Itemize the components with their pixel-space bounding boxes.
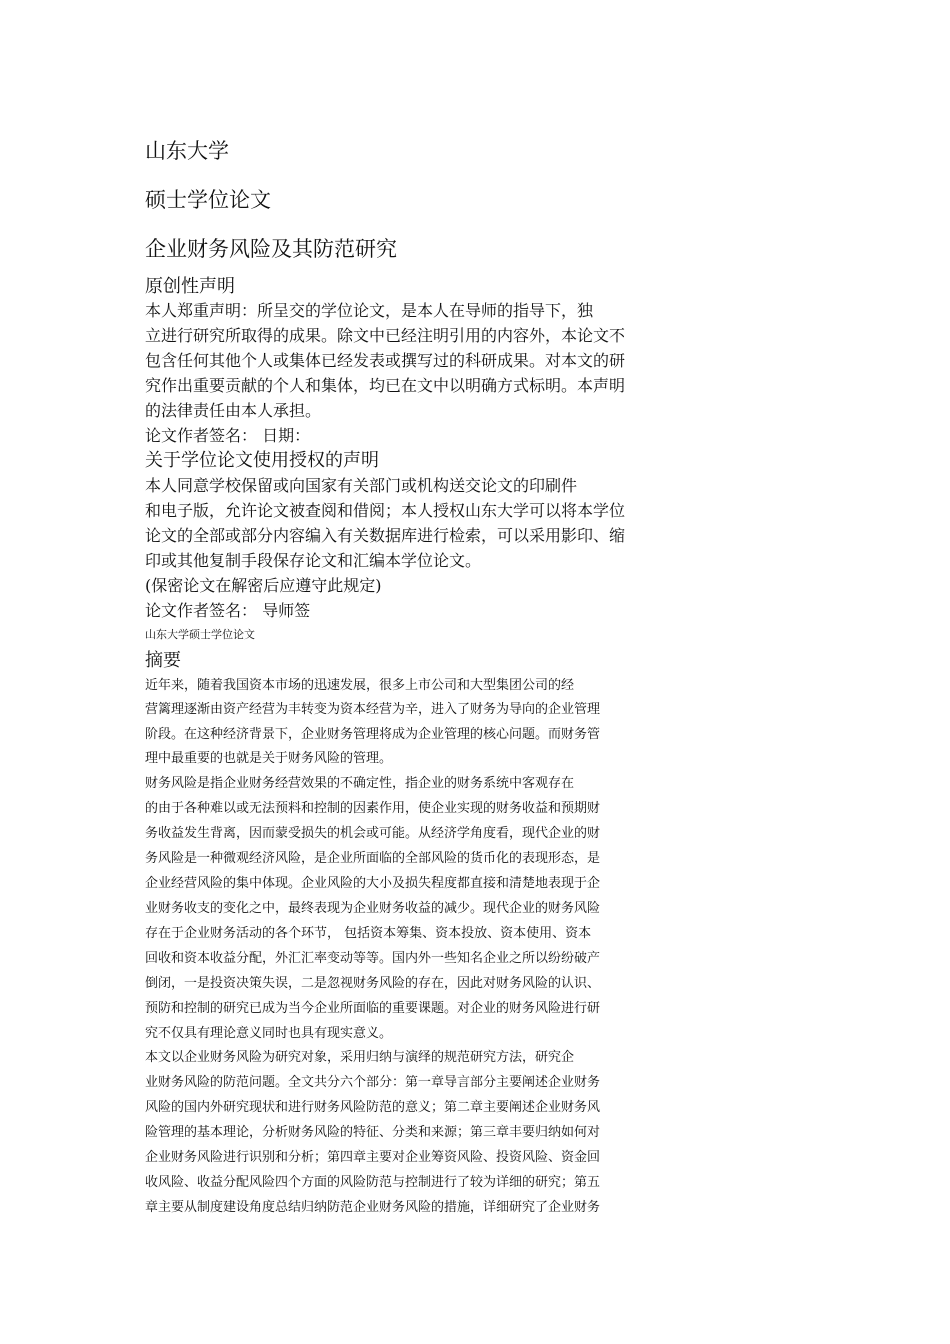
abstract-line: 预防和控制的研究已成为当今企业所面临的重要课题。对企业的财务风险进行研 (145, 1001, 601, 1016)
authorization-signature: 论文作者签名： 导师签 (145, 601, 311, 620)
abstract-line: 务收益发生背离，因而蒙受损失的机会或可能。从经济学角度看，现代企业的财 (145, 826, 601, 841)
abstract-line: 倒闭，一是投资决策失误，二是忽视财务风险的存在，因此对财务风险的认识、 (145, 976, 601, 991)
abstract-line: 近年来，随着我国资本市场的迅速发展，很多上市公司和大型集团公司的经 (145, 678, 575, 693)
abstract-line: 阶段。在这种经济背景下，企业财务管理将成为企业管理的核心问题。而财务管 (145, 727, 601, 742)
authorization-line: 本人同意学校保留或向国家有关部门或机构送交论文的印刷件 (145, 476, 578, 495)
authorization-line: 论文的全部或部分内容编入有关数据库进行检索，可以采用影印、缩 (145, 526, 626, 545)
university-name: 山东大学 (145, 139, 229, 163)
abstract-line: 险管理的基本理论，分析财务风险的特征、分类和来源；第三章丰要归纳如何对 (145, 1125, 601, 1140)
abstract-line: 业财务风险的防范问题。全文共分六个部分：第一章导言部分主要阐述企业财务 (145, 1075, 601, 1090)
abstract-line: 章主要从制度建设角度总结归纳防范企业财务风险的措施，详细研究了企业财务 (145, 1200, 601, 1215)
abstract-line: 企业经营风险的集中体现。企业风险的大小及损失程度都直接和清楚地表现于企 (145, 876, 601, 891)
abstract-line: 收风险、收益分配风险四个方面的风险防范与控制进行了较为详细的研究；第五 (145, 1175, 601, 1190)
abstract-line: 究不仅具有理论意义同时也具有现实意义。 (145, 1026, 393, 1041)
authorization-line: 和电子版，允许论文被查阅和借阅；本人授权山东大学可以将本学位 (145, 501, 626, 520)
abstract-line: 回收和资本收益分配，外汇汇率变动等等。国内外一些知名企业之所以纷纷破产 (145, 951, 601, 966)
originality-heading: 原创性声明 (145, 276, 235, 297)
originality-line: 的法律责任由本人承担。 (145, 401, 322, 420)
abstract-line: 的由于各种难以或无法预料和控制的因素作用，使企业实现的财务收益和预期财 (145, 801, 601, 816)
originality-line: 立进行研究所取得的成果。除文中已经注明引用的内容外，本论文不 (145, 326, 626, 345)
abstract-line: 营篱理逐渐由资产经营为丰转变为资本经营为辛，进入了财务为导向的企业管理 (145, 702, 601, 717)
abstract-line: 存在于企业财务活动的各个环节， 包括资本筹集、资本投放、资本使用、资本 (145, 926, 592, 941)
abstract-line: 财务风险是指企业财务经营效果的不确定性，指企业的财务系统中客观存在 (145, 776, 575, 791)
originality-signature: 论文作者签名： 日期： (145, 426, 311, 445)
originality-line: 本人郑重声明：所呈交的学位论文，是本人在导师的指导下，独 (145, 301, 594, 320)
authorization-line: 印或其他复制手段保存论文和汇编本学位论文。 (145, 551, 482, 570)
originality-line: 究作出重要贡献的个人和集体，均已在文中以明确方式标明。本声明 (145, 376, 626, 395)
abstract-line: 务风险是一种微观经济风险，是企业所面临的全部风险的货币化的表现形态，是 (145, 851, 601, 866)
thesis-title: 企业财务风险及其防范研究 (145, 237, 397, 261)
abstract-heading: 摘要 (145, 650, 181, 671)
abstract-line: 企业财务风险进行识别和分析；第四章主要对企业筹资风险、投资风险、资金回 (145, 1150, 601, 1165)
originality-line: 包含任何其他个人或集体已经发表或撰写过的科研成果。对本文的研 (145, 351, 626, 370)
abstract-line: 理中最重要的也就是关于财务风险的管理。 (145, 751, 393, 766)
abstract-line: 业财务收支的变化之中，最终表现为企业财务收益的减少。现代企业的财务风险 (145, 901, 601, 916)
degree-label: 硕士学位论文 (145, 188, 271, 212)
running-header: 山东大学硕士学位论文 (145, 628, 255, 641)
abstract-line: 风险的国内外研究现状和进行财务风险防范的意义；第二章主要阐述企业财务风 (145, 1100, 601, 1115)
confidentiality-note: (保密论文在解密后应遵守此规定) (145, 576, 382, 595)
authorization-heading: 关于学位论文使用授权的声明 (145, 450, 379, 471)
abstract-line: 本文以企业财务风险为研究对象，采用归纳与演绎的规范研究方法，研究企 (145, 1050, 575, 1065)
